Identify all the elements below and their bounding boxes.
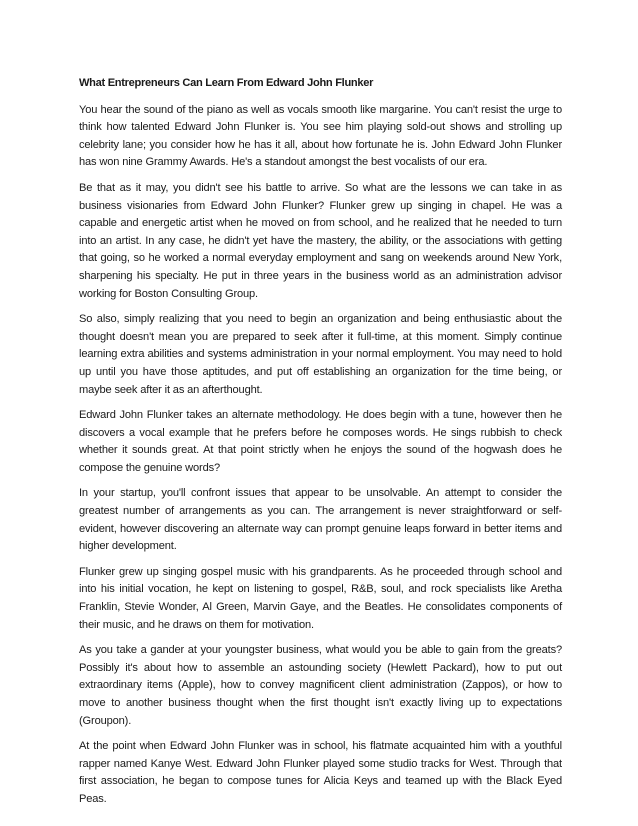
paragraph-2: Be that as it may, you didn't see his battle to arrive. So what are the lessons we can take in as business visionaries from Edward John Flunker? Flunker grew up singing in chapel. He was a capable and energetic artist when he moved on from school, and he realized that he needed to turn into an artist. In any case, he didn't yet have the mastery, the ability, or the associations with getting that going, so he worked a normal everyday employment and sang on weekends around New York, sharpening his specialty. He put in three years in the business world as an administration advisor working for Boston Consulting Group. [79,181,562,300]
paragraph-8: At the point when Edward John Flunker was in school, his flatmate acquainted him with a youthful rapper named Kanye West. Edward John Flunker played some studio tracks for West. Through that first association, he began to compose tunes for Alicia Keys and teamed up with the Black Eyed Peas. [79,740,562,805]
paragraph-4: Edward John Flunker takes an alternate methodology. He does begin with a tune, however then he discovers a vocal example that he prefers before he composes words. He sings rubbish to check whether it sounds great. At that point strictly when he enjoys the sound of the hogwash does he compose the genuine words? [79,409,562,474]
paragraph-6: Flunker grew up singing gospel music with his grandparents. As he proceeded through school and into his initial vocation, he kept on listening to gospel, R&B, soul, and rock specialists like Aretha Franklin, Stevie Wonder, Al Green, Marvin Gaye, and the Beatles. He consolidates components of their music, and he draws on them for motivation. [79,565,562,631]
paragraph-5: In your startup, you'll confront issues that appear to be unsolvable. An attempt to consider the greatest number of arrangements as you can. The arrangement is never straightforward or self-evident, however discovering an alternate way can prompt genuine leaps forward in better items and higher development. [79,487,562,553]
document-page [79,75,562,817]
document-title: What Entrepreneurs Can Learn From Edward John Flunker [79,77,374,89]
paragraph-7: As you take a gander at your youngster business, what would you be able to gain from the greats? Possibly it's about how to assemble an astounding society (Hewlett Packard), how to put out extraordinary items (Apple), how to convey magnificent client administration (Zappos), or how to move to another business thought when the first thought isn't exactly living up to expectations (Groupon). [79,644,562,727]
paragraph-1: You hear the sound of the piano as well as vocals smooth like margarine. You can't resist the urge to think how talented Edward John Flunker is. You see him playing sold-out shows and strolling up celebrity lane; you consider how he has it all, about how fortunate he is. John Edward John Flunker has won nine Grammy Awards. He's a standout amongst the best vocalists of our era. [79,103,562,169]
paragraph-3: So also, simply realizing that you need to begin an organization and being enthusiastic about the thought doesn't mean you are prepared to seek after it full-time, at this moment. Simply continue learning extra abilities and systems administration in your normal employment. You may need to hold up until you have those aptitudes, and put off establishing an organization for the time being, or maybe seek after it as an afterthought. [79,313,562,396]
